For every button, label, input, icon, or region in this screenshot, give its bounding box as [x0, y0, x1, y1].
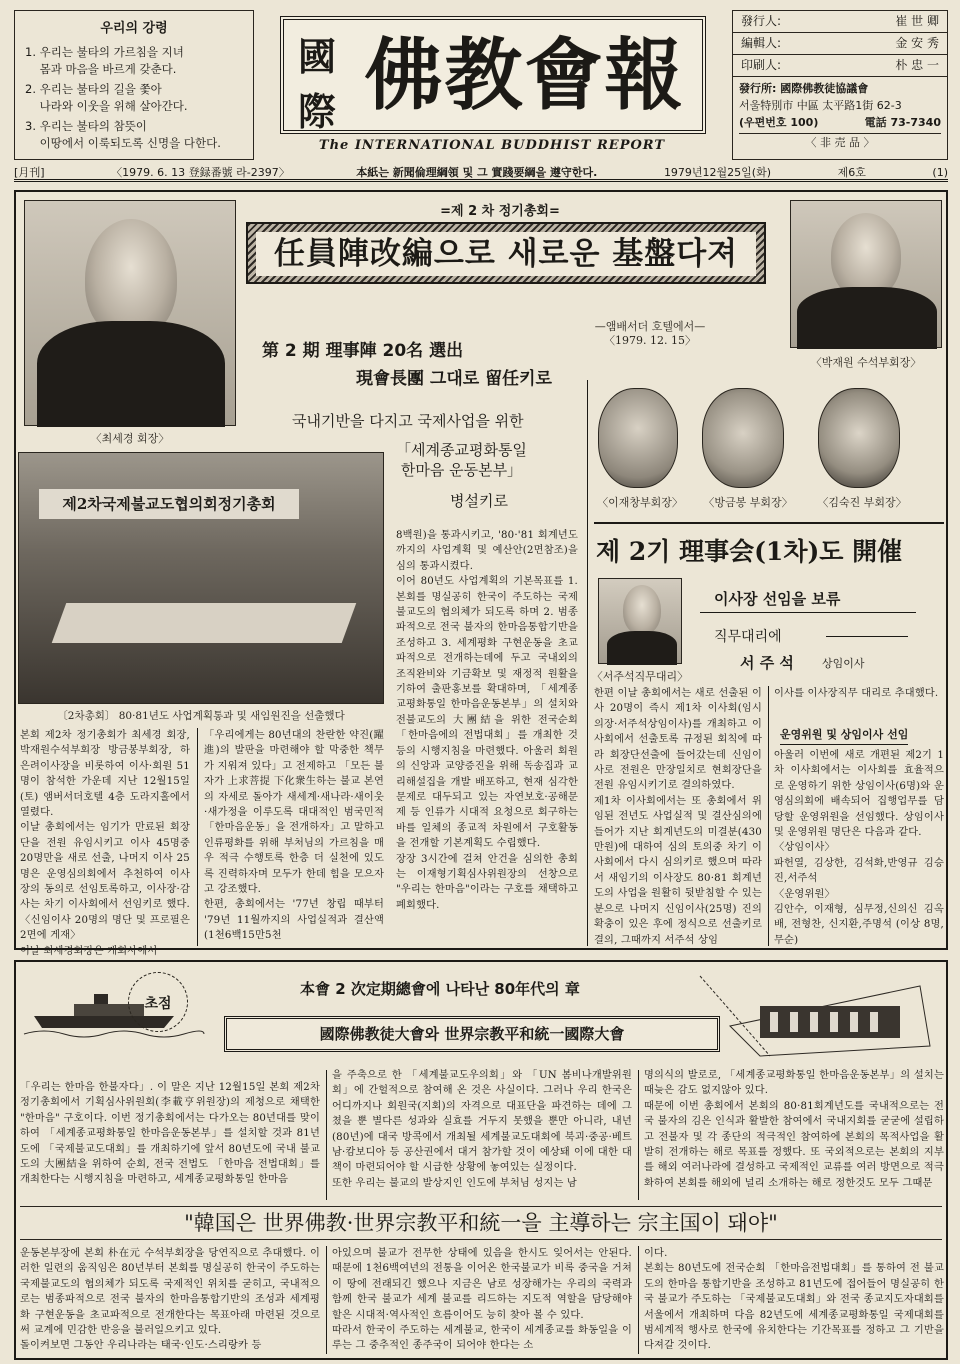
column-divider: [638, 1070, 639, 1200]
issue-date: 1979년12월25일(화): [663, 166, 772, 179]
acting-chair-face: [623, 585, 661, 635]
column-divider: [768, 686, 769, 946]
article1-text: 본회 제2차 정기총회가 최세경 회장, 박재원수석부회장 방금봉부회장, 하은려이사장을 비롯하여 이사·회원 51명이 참석한 가운데 지난 12월15일(토) 앰버서더호텔 4층 도라지홀에서 열렸다. 이날 총회에서는 임기가 만료된 회장단을 전원 유임시키고 이사 45명중 20명만을 새로 선출, 나머지 이사 25명은 운영심의회에서 추천하여 이사장의 동의로 선임토록하고, 이사장·감사는 차기 이사회에서 선임키로 했다. 〈신임이사 20명의 명단 및 프로필은 2면에 게재〉 이날 최세경회장은 개회사에서: [20, 730, 190, 957]
dateline: [14, 164, 948, 182]
main-headline-box: [246, 222, 766, 284]
feature-text: 운동본부장에 본회 朴在元 수석부회장을 당연직으로 추대했다. 이러한 일련의 움직임은 80년부터 본회를 명실공히 한국이 주도하는 국제불교도의 협의체가 되도록 국제적인 위치를 굳히고, 국내적으로는 범종파적으로 전국 불자의 한마음통합기반의 조성과 세계평화 구현운동을 초교파적으로 전개한다는 목표아래 마련된 것으로써 교계에 민감한 반응을 불러일으키고 있다. 돌이켜보면 그동안 우리나라는 태국·인도·스리랑카 등: [20, 1248, 320, 1352]
creed-item: 2. 우리는 불타의 길을 쫓아 나라와 이웃을 위해 살아간다.: [25, 82, 188, 113]
main-headline: 任員陣改編으로 새로운 基盤다져: [256, 232, 756, 276]
focus-badge-label: 초점: [144, 996, 172, 1012]
acting-chair-photo: [598, 578, 682, 664]
event-location: —앰배서더 호텔에서—: [594, 320, 706, 333]
feature-column2: [332, 1068, 632, 1204]
issue-number: 제6호: [837, 166, 866, 179]
newspaper-motto: 本紙는 新聞倫理綱領 및 그 實踐要綱을 遵守한다.: [356, 166, 598, 179]
subhead-establish: 병설키로: [450, 492, 508, 510]
feature-column5: [332, 1246, 632, 1356]
registration-info: 〈1979. 6. 13 登録番號 라-2397〉: [111, 166, 290, 179]
feature-column4: [20, 1246, 320, 1356]
vice1-caption: 〈이재창부회장〉: [597, 496, 683, 509]
meeting-caption: 〔2차총회〕 80·81년도 사업계획통과 및 새임원진을 선출했다: [57, 710, 345, 722]
vice3-photo: [818, 388, 900, 488]
article2-subhead-name: 서 주 석: [740, 654, 794, 672]
temple-icon: [700, 966, 940, 1066]
office-block: [733, 77, 947, 154]
feature-column3: [644, 1068, 944, 1204]
meeting-banner: 제2차국제불교도협의회정기총회: [39, 489, 299, 519]
creed-item: 3. 우리는 불타의 참뜻이 이땅에서 이룩되도록 신명을 다한다.: [25, 119, 221, 150]
feature-text: 「우리는 한마음 한불자다」. 이 말은 지난 12월15일 본회 제2차 정기총회에서 기획심사위원회(李載亨위원장)의 제청으로 채택한 "한마음" 구호이다. 이번 정기총회에서는 다가오는 80년대를 맞이하여 「세계종교평화통일 한마음운동본부」를 설치할 것과 81년도에 「국제불교도대회」를 개최하기에 앞서 80년도에 국내 불교도의 大團結을 위하여 순회, 전국 전법도 「한마음 전법대회」를 개최한다는 시행지침을 마련하고, 세계종교평화통일 한마음: [20, 1082, 324, 1186]
feature-banner-text: 國際佛教徒大會와 世界宗教平和統一國際大會: [319, 1025, 625, 1043]
chairman-suit: [37, 321, 225, 427]
article2-inline-rule: [826, 636, 908, 637]
feature-text: 을 주축으로 한 「세계불교도우의회」와 「UN 봄비나개발위원회」에 간헐적으로 참여해 온 것은 사실이다. 그러나 우리 한국은 어디까지나 회원국(지회)의 자격으로 대표단을 파견하는 데에 그쳤을 뿐 별다른 성과와 실효를 거두지 못했을 뿐만 아니라, 내년(80년)에 대국 방콕에서 개최될 세계불교도대회에 북괴·중공·베트남·캄보디아 등 공산권에서 대거 참가할 것이 예상돼 이에 대한 대책이 마련되어야 할 시급한 상황에 놓여있는 실정이다. 또한 우리는 불교의 발상지인 인도에 부처님 성지는 남: [332, 1070, 632, 1189]
feature-column1: [20, 1080, 324, 1204]
vice1-photo: [598, 388, 678, 488]
column-divider: [326, 1070, 327, 1200]
article2-subhead-rule: [700, 612, 916, 613]
editor-name: 金 安 秀: [895, 36, 939, 50]
logo-english: The INTERNATIONAL BUDDHIST REPORT: [318, 138, 666, 153]
subhead-board: 第 2 期 理事陣 20名 選出: [262, 341, 464, 361]
article2-text: 이사를 이사장직무 대리로 추대했다.: [774, 688, 939, 699]
feature-text: 명의식의 발로로, 「세계종교평화통일 한마음운동본부」의 설치는 때늦은 감도 없지않아 있다. 때문에 이번 총회에서 본회의 80·81회계년도를 국내적으로는 전국 불자의 김은 인식과 활발한 참여에서 국내지회를 굳굳에 설립하고 전불자 및 각 종단의 적극적인 참여하에 본회의 목적사업을 활발히 전개하는 해로 목표를 정했다. 또 국외적으로는 본회의 지부를 해외 여러나라에 결성하고 국제적인 교류를 여러 방면으로 적극화하여 본회를 해외에 널리 소개하는 해로 정한것도 모두 그때문: [644, 1070, 944, 1189]
creed-item: 1. 우리는 불타의 가르침을 지녀 몸과 마음을 바르게 갖춘다.: [25, 45, 184, 76]
article2-subhead-title: 상임이사: [822, 657, 865, 670]
article2-text: 한편 이날 총회에서는 새로 선출된 이사 20명이 즉시 제1차 이사회(임시의장·서주석상임이사)를 개최하고 이사회에서 선출토록 규정된 회칙에 따라 회장단선출에 들어갔는데 신임이사로 전원은 만장일치로 현회장단을 전원 유임시키기로 결의하였다. 제1차 이사회에서는 또 총회에서 위임된 전년도 사업실적 및 결산심의에 들어가 지난 회계년도의 미결분(430만원)에 대하여 심의 토의중 차기 이사회에서 다시 심의키로 했으며 따라서 새임기의 이사장도 80·81 회계년도의 사업을 원활히 뒷받침할 수 있는 분으로 나머지 신임이사(25명) 진의 확충이 있은 후에 정식으로 선출키로 결의, 그때까지 서주석 상임: [594, 688, 762, 946]
vice2-photo: [702, 388, 784, 488]
column-divider: [587, 380, 588, 946]
column-divider: [326, 1246, 327, 1354]
senior-vice-suit: [797, 287, 937, 349]
temple-illustration: [700, 966, 940, 1066]
event-date: 〈1979. 12. 15〉: [604, 334, 696, 347]
article1-column3: [396, 528, 578, 948]
publisher-row: [733, 11, 947, 33]
office-label: 發行所:: [739, 82, 777, 95]
article2-subhead-chair: 이사장 선임을 보류: [714, 590, 841, 608]
meeting-table: [52, 603, 357, 643]
logo-char: 際: [297, 89, 336, 134]
office-row: [739, 80, 941, 97]
senior-vice-caption: 〈박재원 수석부회장〉: [810, 356, 922, 369]
not-for-sale: 〈 非 売 品 〉: [739, 133, 941, 151]
vice2-caption: 〈방금봉 부회장〉: [703, 496, 793, 509]
senior-vice-photo: [790, 200, 942, 348]
article1-text: 「우리에게는 80년대의 찬란한 약진(躍進)의 발판을 마련해야 할 막중한 책무가 지워져 있다」고 전제하고 「모든 불자가 上求菩提 下化衆生하는 불교 본연의 자세로 돌아가 새세계·새나라·새이웃·새가정을 이루도록 대대적인 범국민적 「한마음운동」을 전개하자」고 말하고 인류평화를 위해 부처님의 가르침을 매우 적극 수행토록 한층 더 실천에 있도록 진력하자며 모두가 한데 힘을 모으자고 강조했다. 한편, 총회에서는 '77년 창립 때부터 '79년 11월까지의 사업실적과 결산액(1천6백15만5천: [204, 730, 384, 942]
logo-char: 國: [297, 34, 336, 79]
subhead-domestic: 국내기반을 다지고 국제사업을 위한: [292, 412, 524, 430]
article-kicker: =제 2 차 정기총회=: [440, 204, 560, 219]
focus-badge: [128, 972, 188, 1032]
publisher-name: 崔 世 卿: [895, 14, 939, 28]
creed-title: 우리의 강령: [100, 21, 168, 36]
feature-column6: [644, 1246, 944, 1356]
vice3-caption: 〈김숙진 부회장〉: [817, 496, 907, 509]
article2-column1: [594, 686, 762, 948]
printer-name: 朴 忠 一: [895, 58, 939, 72]
creed-box: [14, 10, 254, 160]
printer-row: [733, 55, 947, 77]
monthly-label: [月刊]: [14, 166, 45, 179]
logo-hanja-small: [292, 26, 342, 134]
article2-subsection-heading: 운영위원 및 상임이사 선임: [780, 726, 908, 745]
article2-column2: [774, 686, 944, 720]
editor-label: 編輯人:: [741, 36, 782, 50]
acting-chair-caption: 〈서주석직무대리〉: [591, 670, 689, 683]
article1-text: 8백원)을 통과시키고, '80·'81 회계년도까지의 사업계획 및 예산안(2면참조)을 심의 통과시켰다. 이어 80년도 사업계획의 기본목표를 1. 본회를 명실공히 한국이 주도하는 국제불교도의 협의체가 되도록 하며 2. 범종파적으로 전국 불자의 한마음통합기반을 조성하고 3. 세계평화 구현운동을 초교파적으로 전개하는데에 두고 국내외의 조직완비와 기금확보 및 재정적 원활을 기하여 출판홍보를 확대하며, 「세계종교평화통일 한마음운동본부」의 설치와 전불교도의 大團結을 위한 전국순회 「한마음에의 전법대회」를 개최한 것 등의 시행지침을 마련했다. 아울러 회원의 신앙과 교양증진을 위해 독송집과 교리해설집을 개발 배포하고, 현재 심각한 문제로 대두되고 있는 자연보호·공해문제 등 인류가 시대적 요청으로 회구하는 바를 일체의 종교적 차원에서 구호활동을 전개할 기본계획도 수립했다. 장장 3시간에 걸쳐 안건을 심의한 총회는 이재형기획심사위원장의 선창으로 "우리는 한마음"이라는 구호를 채택하고 폐회했다.: [396, 530, 578, 911]
publisher-box: [732, 10, 948, 160]
office-address: 서울特別市 中區 太平路1街 62-3: [739, 99, 902, 112]
column-divider: [197, 728, 198, 946]
editor-row: [733, 33, 947, 55]
chairman-caption: 〈최세경 회장〉: [90, 432, 170, 445]
feature-pullquote: [20, 1206, 942, 1240]
article2-rule: [594, 522, 944, 524]
feature-text: 아있으며 불교가 전무한 상태에 있음을 한시도 잊어서는 안된다. 때문에 1천6백여년의 전통을 이어온 한국불교가 비록 중국을 거쳐 이 땅에 전래되긴 했으나 지금은 남로 성장해가는 우리의 국력과 함께 한국 불교가 세계 불교를 리드하는 지도적 역할을 담당해야 할은 시대적·역사적인 흐름이어도 능히 찾아 볼 수 있다. 따라서 한국이 주도하는 세계불교, 한국이 세계종교를 화동일을 이루는 그 중추적인 종주국이 되어야 한다는 소: [332, 1248, 632, 1352]
feature-text: 이다. 본회는 80년도에 전국순회 「한마음전법대회」를 통하여 전 불교도의 한마음 통합기반을 조성하고 81년도에 접어들어 명실공히 한국 불교가 주도하는 「국제불교도대회」와 전국 종교지도자대회를 서울에서 개최하며 다음 82년도에 세계종교평화통일 국제대회를 범세계적 행사로 한국에 유치한다는 기간목표를 정하고 그 기반을 다져갈 것이다.: [644, 1248, 944, 1352]
article1-column2: [204, 728, 384, 948]
pullquote-text: "韓国은 世界佛教·世界宗教平和統一을 主導하는 宗主国이 돼야": [184, 1211, 778, 1235]
subhead-movement: 「세계종교평화통일 한마음 운동본부」: [396, 441, 527, 479]
phone-number: 電話 73-7340: [864, 116, 941, 129]
office-name: 國際佛教徒協議會: [780, 82, 869, 95]
article2-text: 아울러 이번에 새로 개편된 제2기 1차 이사회에서는 이사회를 효율적으로 운영하기 위한 상임이사(6명)와 운영심의회에 배속되어 집행업무를 담당할 운영위원을 선임했다. 상임이사 및 운영위원 명단은 다음과 같다. 〈상임이사〉 파헌열, 김상한, 김석화,반영규 김승진,서주석 〈운영위원〉 김안수, 이재형, 심무정,신의신 김옥배, 전형찬, 신지환,주명석 (이상 8명, 무순): [774, 750, 944, 946]
subhead-reelect: 現會長團 그대로 留任키로: [356, 369, 552, 389]
article2-headline: 제 2기 理事会(1차)도 開催: [596, 537, 903, 566]
article2-column3: [774, 748, 944, 948]
office-contact: [739, 114, 941, 131]
meeting-photo: [18, 452, 384, 704]
article2-subhead-acting: 직무대리에: [714, 629, 782, 645]
logo-title: 佛教會報: [364, 30, 685, 121]
page-number: (1): [932, 166, 948, 179]
chairman-photo: [24, 200, 236, 426]
acting-chair-suit: [607, 631, 677, 665]
publisher-label: 發行人:: [741, 14, 782, 28]
feature-banner: [224, 1016, 720, 1052]
article1-column1: [20, 728, 190, 957]
feature-title: 本會 2 次定期總會에 나타난 80年代의 章: [300, 980, 580, 998]
printer-label: 印刷人:: [741, 58, 782, 72]
postal-code: (우편번호 100): [739, 116, 819, 129]
column-divider: [638, 1246, 639, 1354]
masthead-logo: [262, 10, 724, 160]
